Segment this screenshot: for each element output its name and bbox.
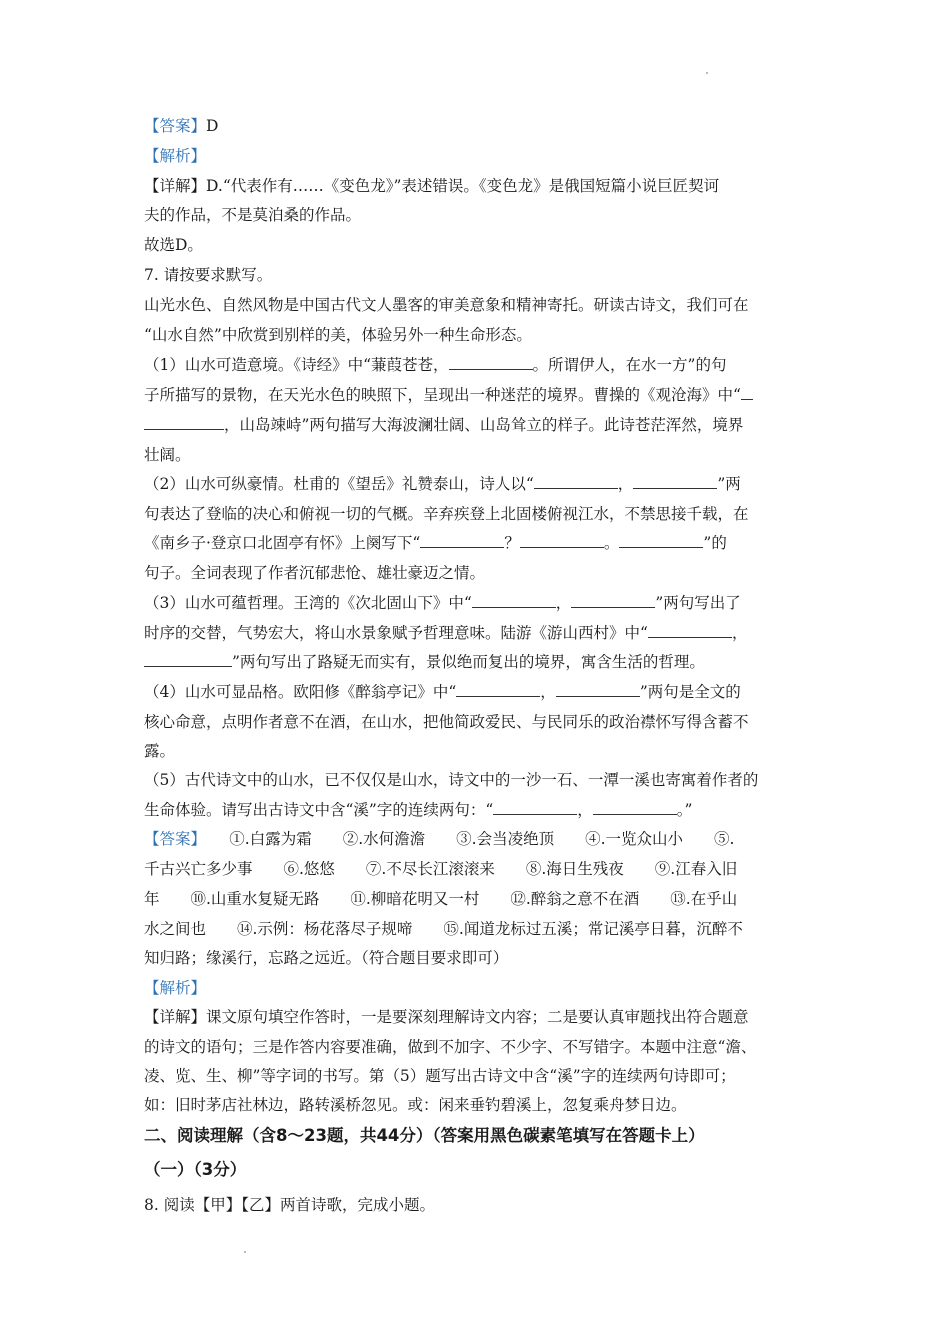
answer-line bbox=[144, 115, 218, 137]
fill-blank[interactable] bbox=[456, 682, 540, 697]
text-segment: ”两句是全文的 bbox=[639, 683, 741, 701]
question-8-title: 8. 阅读【甲】【乙】两首诗歌，完成小题。 bbox=[144, 1196, 435, 1214]
analysis-tag: 【解析】 bbox=[144, 147, 207, 165]
detail-line: 的诗文的语句；三是作答内容要准确，做到不加字、不少字、不写错字。本题中注意“澹、 bbox=[144, 1038, 757, 1056]
text-segment: （3）山水可蕴哲理。王湾的《次北固山下》中“ bbox=[144, 594, 472, 612]
text-segment: （4）山水可显品格。欧阳修《醉翁亭记》中“ bbox=[144, 683, 457, 701]
item-1-line bbox=[144, 354, 726, 376]
text-segment: ， bbox=[555, 594, 572, 612]
item-2-line: 句表达了登临的决心和俯视一切的气概。辛弃疾登上北固楼俯视江水，不禁思接千载，在 bbox=[144, 505, 749, 523]
item-4-line: 核心命意，点明作者意不在酒，在山水，把他简政爱民、与民同乐的政治襟怀写得含蓄不 bbox=[144, 713, 749, 731]
text-segment: ？ bbox=[504, 534, 520, 552]
analysis-tag: 【解析】 bbox=[144, 979, 207, 997]
text-segment: ，山岛竦峙”两句描写大海波澜壮阔、山岛耸立的样子。此诗苍茫浑然，境界 bbox=[224, 416, 744, 434]
text-segment: 子所描写的景物，在天光水色的映照下，呈现出一种迷茫的境界。曹操的《观沧海》中“ bbox=[144, 386, 741, 404]
text-segment: （1）山水可造意境。《诗经》中“蒹葭苍苍， bbox=[144, 356, 449, 374]
fill-blank[interactable] bbox=[648, 623, 732, 638]
text-segment: ， bbox=[731, 624, 748, 642]
text-segment: ”两句写出了路疑无而实有，景似绝而复出的境界，寓含生活的哲理。 bbox=[232, 653, 705, 671]
text-segment: ”的 bbox=[703, 534, 727, 552]
detail-line: 夫的作品，不是莫泊桑的作品。 bbox=[144, 206, 362, 224]
detail-text: 课文原句填空作答时，一是要深刻理解诗文内容；二是要认真审题找出符合题意 bbox=[206, 1008, 749, 1026]
item-2-line bbox=[144, 532, 727, 554]
answer-line: 千古兴亡多少事 ⑥.悠悠 ⑦.不尽长江滚滚来 ⑧.海日生残夜 ⑨.江春入旧 bbox=[144, 860, 738, 878]
question-7-title: 7. 请按要求默写。 bbox=[144, 266, 273, 284]
detail-line: 如：旧时茅店社林边，路转溪桥忽见。或：闲来垂钓碧溪上，忽复乘舟梦日边。 bbox=[144, 1096, 687, 1114]
fill-blank[interactable] bbox=[534, 474, 618, 489]
text-segment: （2）山水可纵豪情。杜甫的《望岳》礼赞泰山，诗人以“ bbox=[144, 475, 534, 493]
section-heading: 二、阅读理解（含8～23题，共44分）（答案用黑色碳素笔填写在答题卡上） bbox=[144, 1126, 705, 1145]
text-segment: 生命体验。请写出古诗文中含“溪”字的连续两句：“ bbox=[144, 801, 494, 819]
detail-line bbox=[144, 1006, 749, 1028]
fill-blank[interactable] bbox=[556, 682, 640, 697]
text-segment: ， bbox=[577, 801, 593, 819]
fill-blank[interactable] bbox=[520, 533, 604, 548]
fill-blank[interactable] bbox=[633, 474, 717, 489]
item-1-line bbox=[144, 414, 743, 436]
item-3-line bbox=[144, 592, 741, 614]
text-segment: 时序的交替，气势宏大，将山水景象赋予哲理意味。陆游《游山西村》中“ bbox=[144, 624, 648, 642]
answer-line: 年 ⑩.山重水复疑无路 ⑪.柳暗花明又一村 ⑫.醉翁之意不在酒 ⑬.在乎山 bbox=[144, 890, 738, 908]
subsection-heading: （一）（3分） bbox=[144, 1160, 247, 1179]
item-3-line bbox=[144, 651, 705, 673]
text-segment: ”两 bbox=[717, 475, 741, 493]
scan-speck bbox=[244, 1251, 246, 1253]
detail-line bbox=[144, 175, 719, 197]
item-2-line: 句子。全词表现了作者沉郁悲怆、雄壮豪迈之情。 bbox=[144, 564, 486, 582]
answer-tag: 【答案】 bbox=[144, 117, 207, 135]
item-2-line bbox=[144, 473, 741, 495]
detail-line: 凌、览、生、柳”等字词的书写。第（5）题写出古诗文中含“溪”字的连续两句诗即可； bbox=[144, 1067, 736, 1085]
question-intro-line: “山水自然”中欣赏到别样的美，体验另外一种生命形态。 bbox=[144, 326, 532, 344]
text-segment: 。” bbox=[676, 801, 693, 819]
fill-blank[interactable] bbox=[449, 355, 533, 370]
text-segment: 。所谓伊人，在水一方”的句 bbox=[532, 356, 727, 374]
text-segment: 《南乡子·登京口北固亭有怀》上阕写下“ bbox=[144, 534, 421, 552]
text-segment: ， bbox=[617, 475, 634, 493]
fill-blank[interactable] bbox=[571, 593, 655, 608]
item-4-line: 露。 bbox=[144, 742, 176, 760]
fill-blank[interactable] bbox=[593, 800, 677, 815]
fill-blank[interactable] bbox=[741, 385, 753, 400]
text-segment: 。 bbox=[603, 534, 620, 552]
detail-tag: 【详解】 bbox=[144, 177, 207, 195]
item-1-line bbox=[144, 384, 753, 406]
detail-tag: 【详解】 bbox=[144, 1008, 207, 1026]
text-segment: ， bbox=[540, 683, 556, 701]
item-3-line bbox=[144, 622, 747, 644]
fill-blank[interactable] bbox=[493, 800, 577, 815]
item-4-line bbox=[144, 681, 741, 703]
conclusion-line: 故选D。 bbox=[144, 236, 203, 254]
fill-blank[interactable] bbox=[144, 652, 232, 667]
answer-line bbox=[144, 828, 734, 850]
answer-line: 知归路；缘溪行，忘路之远近。（符合题目要求即可） bbox=[144, 949, 509, 967]
answer-tag: 【答案】 bbox=[144, 830, 199, 848]
detail-text: D.“代表作有……《变色龙》”表述错误。《变色龙》是俄国短篇小说巨匠契诃 bbox=[206, 177, 720, 195]
answer-line: 水之间也 ⑭.示例：杨花落尽子规啼 ⑮.闻道龙标过五溪；常记溪亭日暮，沉醉不 bbox=[144, 920, 743, 938]
answer-text: ①.白露为霜 ②.水何澹澹 ③.会当凌绝顶 ④.一览众山小 ⑤. bbox=[229, 830, 735, 848]
question-intro-line: 山光水色、自然风物是中国古代文人墨客的审美意象和精神寄托。研读古诗文，我们可在 bbox=[144, 296, 749, 314]
item-5-line bbox=[144, 799, 692, 821]
answer-text: D bbox=[206, 117, 219, 135]
fill-blank[interactable] bbox=[420, 533, 504, 548]
fill-blank[interactable] bbox=[619, 533, 703, 548]
fill-blank[interactable] bbox=[144, 415, 224, 430]
item-5-line: （5）古代诗文中的山水，已不仅仅是山水，诗文中的一沙一石、一潭一溪也寄寓着作者的 bbox=[144, 771, 759, 789]
scan-speck bbox=[706, 72, 708, 74]
item-1-line: 壮阔。 bbox=[144, 446, 191, 464]
text-segment: ”两句写出了 bbox=[655, 594, 741, 612]
fill-blank[interactable] bbox=[472, 593, 556, 608]
